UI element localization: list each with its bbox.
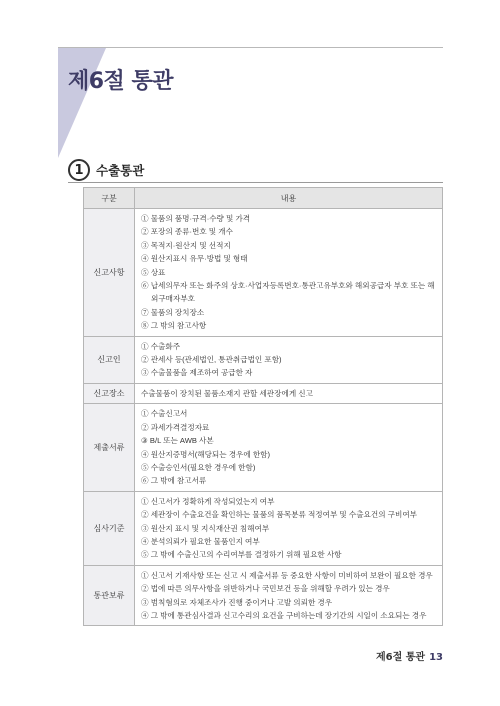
list-item: ② 포장의 종류·번호 및 개수 <box>141 227 233 237</box>
section-title: 수출통관 <box>96 163 145 178</box>
table-row <box>84 565 443 626</box>
table-header-row <box>84 188 443 209</box>
list-item: ⑥ 그 밖에 참고서류 <box>141 476 207 486</box>
row-category: 신고인 <box>84 336 135 383</box>
table-row <box>84 404 443 491</box>
list-item: ③ B/L 또는 AWB 사본 <box>141 436 214 446</box>
row-category: 신고장소 <box>84 383 135 403</box>
header-category: 구분 <box>84 188 135 209</box>
list-item: ① 수출신고서 <box>141 409 188 419</box>
list-item: ④ 원산지표시 유무·방법 및 형태 <box>141 254 248 264</box>
row-category: 통관보류 <box>84 565 135 626</box>
section-number-badge: 1 <box>68 159 90 181</box>
row-category: 제출서류 <box>84 404 135 491</box>
row-content <box>135 491 443 565</box>
customs-table <box>83 187 443 626</box>
list-item: ③ 수출물품을 제조하여 공급한 자 <box>141 368 253 378</box>
table-row <box>84 336 443 383</box>
list-item: ⑧ 그 밖의 참고사항 <box>141 321 207 331</box>
list-item: ② 법에 따른 의무사항을 위반하거나 국민보건 등을 위해할 우려가 있는 경우 <box>141 584 390 594</box>
list-item: ② 과세가격결정자료 <box>141 422 210 432</box>
page-number: 13 <box>429 652 443 663</box>
top-rule <box>58 47 443 48</box>
list-item: ① 물품의 품명·규격·수량 및 가격 <box>141 214 251 223</box>
list-item: 수출물품이 장치된 물품소재지 관할 세관장에게 신고 <box>141 388 313 398</box>
list-item: ③ 원산지 표시 및 지식재산권 침해여부 <box>141 523 270 533</box>
list-item: 외구매자부호 <box>151 294 196 304</box>
header-content: 내용 <box>135 188 443 209</box>
list-item: ⑤ 수출승인서(필요한 경우에 한함) <box>141 462 256 472</box>
list-item: ③ 목적지·원산지 및 선적지 <box>141 240 231 250</box>
section-heading <box>68 157 144 183</box>
chapter-title: 제6절 통관 <box>68 69 173 94</box>
page-footer <box>376 648 443 663</box>
row-content <box>135 404 443 491</box>
list-item: ④ 원산지증명서(해당되는 경우에 한함) <box>141 449 271 459</box>
list-item: ⑥ 납세의무자 또는 화주의 상호·사업자등록번호·통관고유부호와 해외공급자 부호 또는 해 <box>141 281 435 291</box>
row-content <box>135 565 443 626</box>
list-item: ④ 분석의뢰가 필요한 물품인지 여부 <box>141 536 260 546</box>
list-item: ⑦ 물품의 장치장소 <box>141 307 205 317</box>
row-category: 심사기준 <box>84 491 135 565</box>
list-item: ① 신고서가 정확하게 작성되었는지 여부 <box>141 496 275 506</box>
table-row <box>84 491 443 565</box>
row-content <box>135 383 443 403</box>
list-item: ④ 그 밖에 통관심사결과 신고수리의 요건을 구비하는데 장기간의 시일이 소요되는 경우 <box>141 610 427 620</box>
list-item: ⑤ 그 밖에 수출신고의 수리여부를 결정하기 위해 필요한 사항 <box>141 550 342 560</box>
footer-section-label: 제6절 통관 <box>375 652 426 663</box>
row-content <box>135 209 443 337</box>
row-category: 신고사항 <box>84 209 135 337</box>
table-row <box>84 209 443 337</box>
list-item: ⑤ 상표 <box>141 267 166 277</box>
section-underline <box>68 182 443 183</box>
list-item: ② 관세사 등(관세법인, 통관취급법인 포함) <box>141 355 282 365</box>
list-item: ① 수출화주 <box>141 341 181 351</box>
row-content <box>135 336 443 383</box>
list-item: ② 세관장이 수출요건을 확인하는 물품의 품목분류 적정여부 및 수출요건의 구비여부 <box>141 510 417 520</box>
list-item: ③ 범칙혐의로 자체조사가 진행 중이거나 고발 의뢰한 경우 <box>141 597 333 607</box>
table-row <box>84 383 443 403</box>
list-item: ① 신고서 기재사항 또는 신고 시 제출서류 등 중요한 사항이 미비하여 보완이 필요한 경우 <box>141 570 433 580</box>
